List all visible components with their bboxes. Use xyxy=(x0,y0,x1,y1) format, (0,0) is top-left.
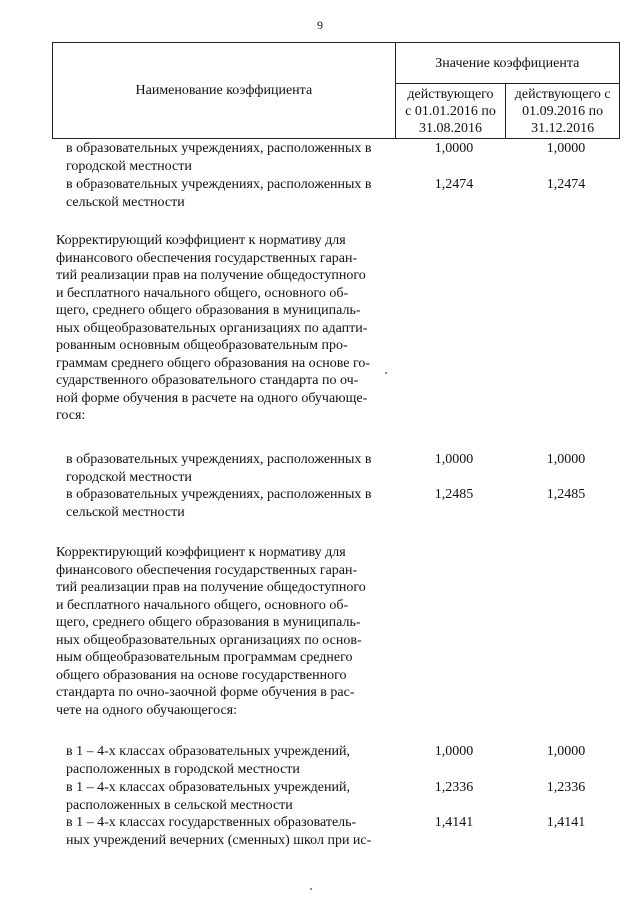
coefficient-table-header xyxy=(52,42,620,139)
row-value-2: 1,2474 xyxy=(546,177,586,192)
row-value-1: 1,4141 xyxy=(434,815,474,830)
row-value-2: 1,2336 xyxy=(546,780,586,795)
row-name: в образовательных учреждениях, расположенных в городской местности xyxy=(66,452,372,485)
row-value-2: 1,0000 xyxy=(546,141,586,156)
row-value-2: 1,0000 xyxy=(546,452,586,467)
row-value-1: 1,0000 xyxy=(434,744,474,759)
row-name: в 1 – 4-х классах образовательных учреждений, расположенных в городской местности xyxy=(66,744,350,777)
row-value-2: 1,2485 xyxy=(546,487,586,502)
row-value-1: 1,2485 xyxy=(434,487,474,502)
row-value-2: 1,4141 xyxy=(546,815,586,830)
row-value-1: 1,2336 xyxy=(434,780,474,795)
section-3-intro: Корректирующий коэффициент к нормативу для финансового обеспечения государственных гаран- тий реализации прав на получение общедоступного и бесплатного начального общего, основного об- щего, среднего общего образования в муниципаль- ных общеобразовательных организациях по основ- ным общеобразовательным программам среднего общего образования на основе государственного стандарта по очно-заочной форме обучения в рас- чете на одного обучающегося: xyxy=(56,545,366,718)
row-name: в 1 – 4-х классах государственных образователь- ных учреждений вечерних (сменных) школ при ис- xyxy=(66,815,372,848)
header-name-column: Наименование коэффициента xyxy=(53,43,396,139)
header-period-1: действующего с 01.01.2016 по 31.08.2016 xyxy=(395,84,506,139)
scan-speck xyxy=(310,888,312,890)
scan-speck xyxy=(385,372,387,374)
row-value-1: 1,0000 xyxy=(434,452,474,467)
row-value-1: 1,0000 xyxy=(434,141,474,156)
section-2-intro: Корректирующий коэффициент к нормативу для финансового обеспечения государственных гаран- тий реализации прав на получение общедоступного и бесплатного начального общего, основного об- щего, среднего общего образования в муниципаль- ных общеобразовательных организациях по адапти- рованным основным общеобразовательным про- граммам среднего общего образования на основе го- сударственного образовательного стандарта по оч- ной форме обучения в расчете на одного обучающе- гося: xyxy=(56,233,371,423)
page-number: 9 xyxy=(317,18,323,32)
row-value-1: 1,2474 xyxy=(434,177,474,192)
row-name: в образовательных учреждениях, расположенных в сельской местности xyxy=(66,177,372,210)
row-name: в образовательных учреждениях, расположенных в городской местности xyxy=(66,141,372,174)
row-name: в 1 – 4-х классах образовательных учреждений, расположенных в сельской местности xyxy=(66,780,350,813)
header-value-column: Значение коэффициента xyxy=(395,43,619,84)
header-period-2: действующего с 01.09.2016 по 31.12.2016 xyxy=(506,84,620,139)
row-value-2: 1,0000 xyxy=(546,744,586,759)
row-name: в образовательных учреждениях, расположенных в сельской местности xyxy=(66,487,372,520)
